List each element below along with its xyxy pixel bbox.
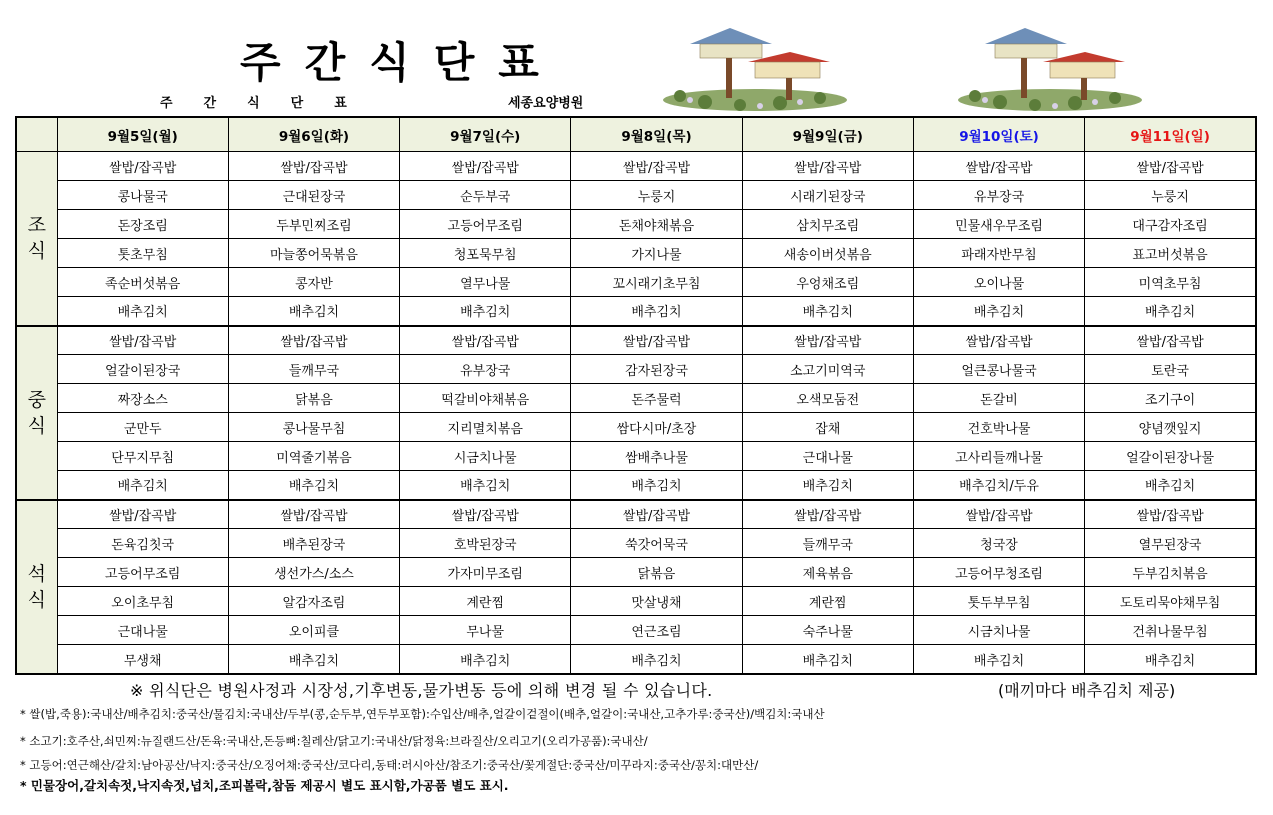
menu-cell: 쌀밥/잡곡밥 [57,326,228,355]
menu-cell: 소고기미역국 [742,355,913,384]
menu-cell: 배추김치 [400,645,571,674]
menu-cell: 오이나물 [913,268,1084,297]
origin-footnote: * 소고기:호주산,쇠민찌:뉴질랜드산/돈육:국내산,돈등뼈:칠레산/닭고기:국내산/닭정육:브라질산/오리고기(오리가공품):국내산/ [20,734,648,748]
menu-cell: 톳초무침 [57,239,228,268]
menu-cell: 쌀밥/잡곡밥 [913,152,1084,181]
house-illustration-icon [660,26,850,112]
menu-cell: 배추김치 [1085,471,1256,500]
menu-cell: 배추김치 [400,471,571,500]
menu-cell: 배추김치/두유 [913,471,1084,500]
menu-cell: 얼갈이된장나물 [1085,442,1256,471]
menu-cell: 제육볶음 [742,558,913,587]
menu-cell: 맛살냉채 [571,587,742,616]
menu-cell: 쌀밥/잡곡밥 [1085,152,1256,181]
hospital-name: 세종요양병원 [508,96,584,111]
menu-row [16,297,1256,326]
menu-cell: 오색모둠전 [742,384,913,413]
menu-cell: 표고버섯볶음 [1085,239,1256,268]
menu-cell: 배추김치 [571,297,742,326]
menu-cell: 콩나물국 [57,181,228,210]
menu-cell: 쌀밥/잡곡밥 [742,500,913,529]
menu-cell: 양념깻잎지 [1085,413,1256,442]
menu-cell: 배추김치 [228,297,399,326]
menu-cell: 쌀밥/잡곡밥 [228,326,399,355]
menu-cell: 콩자반 [228,268,399,297]
menu-cell: 삼치무조림 [742,210,913,239]
menu-cell: 쌀밥/잡곡밥 [400,326,571,355]
menu-row [16,645,1256,674]
menu-cell: 열무된장국 [1085,529,1256,558]
menu-cell: 돈채야채볶음 [571,210,742,239]
menu-row [16,529,1256,558]
menu-cell: 쌀밥/잡곡밥 [571,326,742,355]
menu-cell: 오이초무침 [57,587,228,616]
menu-cell: 쌀밥/잡곡밥 [913,326,1084,355]
menu-cell: 순두부국 [400,181,571,210]
menu-cell: 토란국 [1085,355,1256,384]
menu-cell: 열무나물 [400,268,571,297]
menu-cell: 배추김치 [571,471,742,500]
meal-label [16,500,57,674]
menu-row [16,181,1256,210]
origin-footnote: * 쌀(밥,죽용):국내산/배추김치:중국산/물김치:국내산/두부(콩,순두부,연두부포함):수입산/배추,얼갈이겉절이(배추,얼갈이:국내산,고추가루:중국산)/백김치:국내산 [20,707,825,721]
menu-cell: 유부장국 [913,181,1084,210]
menu-cell: 우엉채조림 [742,268,913,297]
menu-cell: 쌈배추나물 [571,442,742,471]
day-header: 9월6일(화) [228,117,399,152]
menu-cell: 배추김치 [913,645,1084,674]
menu-cell: 족순버섯볶음 [57,268,228,297]
day-header: 9월9일(금) [742,117,913,152]
menu-cell: 누룽지 [571,181,742,210]
day-header: 9월7일(수) [400,117,571,152]
menu-cell: 배추김치 [57,297,228,326]
menu-row [16,587,1256,616]
menu-row [16,239,1256,268]
menu-cell: 고등어무조림 [400,210,571,239]
origin-footnote: * 민물장어,갈치속젓,낙지속젓,넙치,조피볼락,참돔 제공시 별도 표시함,가공품 별도 표시. [20,778,509,793]
day-header-row [16,117,1256,152]
menu-cell: 톳두부무침 [913,587,1084,616]
menu-cell: 가자미무조림 [400,558,571,587]
menu-cell: 얼갈이된장국 [57,355,228,384]
menu-cell: 근대된장국 [228,181,399,210]
menu-cell: 연근조림 [571,616,742,645]
menu-cell: 도토리묵야채무침 [1085,587,1256,616]
menu-cell: 무생채 [57,645,228,674]
menu-cell: 고사리들깨나물 [913,442,1084,471]
menu-cell: 근대나물 [57,616,228,645]
menu-cell: 얼큰콩나물국 [913,355,1084,384]
menu-cell: 쌀밥/잡곡밥 [1085,326,1256,355]
menu-cell: 쌀밥/잡곡밥 [913,500,1084,529]
menu-cell: 파래자반무침 [913,239,1084,268]
menu-cell: 배추김치 [228,645,399,674]
menu-cell: 군만두 [57,413,228,442]
menu-cell: 돈갈비 [913,384,1084,413]
menu-cell: 배추김치 [742,645,913,674]
meal-label [16,152,57,326]
menu-cell: 마늘쫑어묵볶음 [228,239,399,268]
menu-cell: 계란찜 [400,587,571,616]
menu-cell: 꼬시래기초무침 [571,268,742,297]
day-header-sunday: 9월11일(일) [1085,117,1256,152]
menu-cell: 배추김치 [400,297,571,326]
menu-cell: 배추김치 [228,471,399,500]
meal-label [16,326,57,500]
menu-cell: 두부김치볶음 [1085,558,1256,587]
menu-row [16,558,1256,587]
menu-cell: 시금치나물 [400,442,571,471]
menu-cell: 배추김치 [571,645,742,674]
menu-cell: 배추김치 [1085,297,1256,326]
meal-name: 석식 [27,562,46,611]
menu-row [16,355,1256,384]
menu-cell: 닭볶음 [228,384,399,413]
menu-cell: 떡갈비야채볶음 [400,384,571,413]
house-illustration-icon [955,26,1145,112]
menu-cell: 쌀밥/잡곡밥 [400,152,571,181]
menu-cell: 들깨무국 [228,355,399,384]
menu-cell: 쌀밥/잡곡밥 [571,152,742,181]
meal-name: 중식 [27,388,46,437]
menu-row [16,442,1256,471]
change-notice: ※ 위식단은 병원사정과 시장성,기후변동,물가변동 등에 의해 변경 될 수 있습니다. [130,681,713,700]
menu-cell: 쌀밥/잡곡밥 [400,500,571,529]
menu-cell: 고등어무조림 [57,558,228,587]
menu-cell: 시금치나물 [913,616,1084,645]
menu-cell: 쌀밥/잡곡밥 [742,326,913,355]
menu-cell: 숙주나물 [742,616,913,645]
day-header: 9월8일(목) [571,117,742,152]
menu-cell: 민물새우무조림 [913,210,1084,239]
menu-cell: 쌀밥/잡곡밥 [228,500,399,529]
menu-cell: 생선가스/소스 [228,558,399,587]
menu-cell: 쌈다시마/초장 [571,413,742,442]
page-title: 주간식단표 [240,38,563,87]
menu-cell: 돈육김칫국 [57,529,228,558]
menu-cell: 유부장국 [400,355,571,384]
menu-cell: 쌀밥/잡곡밥 [1085,500,1256,529]
menu-cell: 조기구이 [1085,384,1256,413]
menu-cell: 배추김치 [742,471,913,500]
menu-cell: 단무지무침 [57,442,228,471]
menu-cell: 배추김치 [1085,645,1256,674]
corner-cell [16,117,57,152]
menu-cell: 오이피클 [228,616,399,645]
menu-row [16,326,1256,355]
menu-cell: 짜장소스 [57,384,228,413]
menu-cell: 배추된장국 [228,529,399,558]
meal-name: 조식 [27,214,46,263]
menu-row [16,210,1256,239]
menu-cell: 근대나물 [742,442,913,471]
menu-cell: 무나물 [400,616,571,645]
menu-cell: 지리멸치볶음 [400,413,571,442]
menu-cell: 대구감자조림 [1085,210,1256,239]
menu-cell: 배추김치 [57,471,228,500]
menu-cell: 고등어무청조림 [913,558,1084,587]
menu-cell: 청국장 [913,529,1084,558]
menu-cell: 돈장조림 [57,210,228,239]
menu-cell: 가지나물 [571,239,742,268]
menu-cell: 호박된장국 [400,529,571,558]
menu-cell: 청포묵무침 [400,239,571,268]
menu-cell: 배추김치 [913,297,1084,326]
menu-cell: 잡채 [742,413,913,442]
menu-cell: 미역줄기볶음 [228,442,399,471]
menu-cell: 쌀밥/잡곡밥 [571,500,742,529]
day-header-saturday: 9월10일(토) [913,117,1084,152]
menu-row [16,384,1256,413]
menu-cell: 배추김치 [742,297,913,326]
menu-cell: 쌀밥/잡곡밥 [228,152,399,181]
weekly-menu-table [15,116,1257,675]
menu-cell: 미역초무침 [1085,268,1256,297]
menu-cell: 들깨무국 [742,529,913,558]
menu-cell: 쌀밥/잡곡밥 [57,500,228,529]
menu-cell: 시래기된장국 [742,181,913,210]
menu-cell: 쌀밥/잡곡밥 [57,152,228,181]
page-subtitle: 주간식단표 [160,96,378,111]
menu-cell: 누룽지 [1085,181,1256,210]
menu-row [16,152,1256,181]
menu-cell: 쑥갓어묵국 [571,529,742,558]
menu-cell: 알감자조림 [228,587,399,616]
menu-cell: 콩나물무침 [228,413,399,442]
menu-cell: 계란찜 [742,587,913,616]
menu-cell: 건호박나물 [913,413,1084,442]
menu-row [16,616,1256,645]
day-header: 9월5일(월) [57,117,228,152]
menu-cell: 새송이버섯볶음 [742,239,913,268]
menu-cell: 쌀밥/잡곡밥 [742,152,913,181]
menu-cell: 닭볶음 [571,558,742,587]
origin-footnote: * 고등어:연근해산/갈치:남아공산/낙지:중국산/오징어채:중국산/코다리,동태:러시아산/참조기:중국산/꽃게절단:중국산/미꾸라지:중국산/꽁치:대만산/ [20,758,759,772]
menu-row [16,413,1256,442]
menu-row [16,471,1256,500]
menu-row [16,268,1256,297]
menu-cell: 감자된장국 [571,355,742,384]
menu-cell: 돈주물럭 [571,384,742,413]
menu-cell: 두부민찌조림 [228,210,399,239]
kimchi-notice: (매끼마다 배추김치 제공) [998,681,1176,700]
menu-cell: 건취나물무침 [1085,616,1256,645]
menu-row [16,500,1256,529]
